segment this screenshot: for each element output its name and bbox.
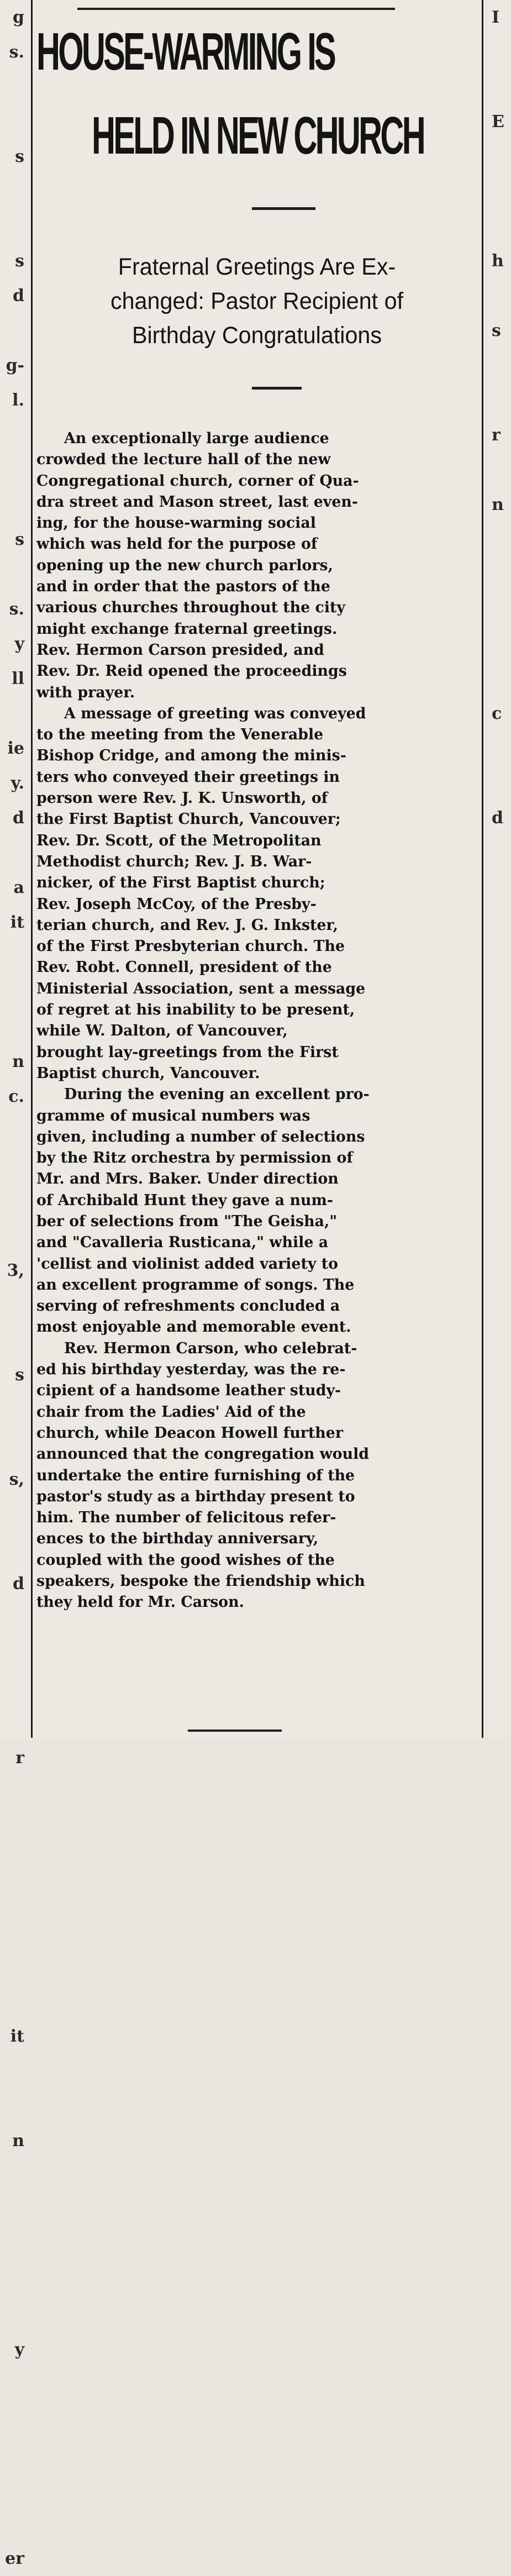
right-fragment-31: [492, 1079, 511, 1114]
left-fragment-44: [0, 1532, 24, 1566]
right-fragment-30: [492, 1044, 511, 1079]
headline-line-1: HOUSE-WARMING IS: [36, 22, 334, 81]
left-fragment-18: y: [14, 634, 24, 654]
left-fragment-5: [0, 174, 24, 209]
left-fragment-33: [0, 1149, 24, 1184]
right-fragment-19: [492, 661, 511, 696]
left-fragment-20: [0, 696, 24, 731]
left-fragment-52: [0, 1810, 24, 1845]
right-fragment-34: [492, 1184, 511, 1218]
left-fragment-49: [0, 1706, 24, 1741]
left-fragment-56: [0, 1949, 24, 1984]
paragraph-2: A message of greeting was conveyed to the meeting from the Venerable Bishop Cridge, and among the minis- ters who conveyed their greetings in person were Rev. J. K. Unsworth, of the First Baptist Church, Vancouver; Rev. Dr. Scott, of the Metropolitan Methodist church; Rev. J. B. War- nicker, of the First Baptist church; Rev. Joseph McCoy, of the Presby- terian church, and Rev. J. G. Inkster, of the First Presbyterian church. The Rev. Robt. Connell, president of the Ministerial Association, sent a message of regret at his inability to be present, while W. Dalton, of Vancouver, brought lay-greetings from the First Baptist church, Vancouver.: [36, 705, 366, 1082]
left-fragment-34: [0, 1184, 24, 1218]
right-fragment-8: [492, 278, 511, 313]
right-fragment-18: [492, 627, 511, 661]
left-fragment-39: s: [15, 1365, 24, 1385]
right-fragment-2: [492, 70, 511, 104]
right-fragment-20: c: [492, 704, 502, 723]
left-fragment-36: 3,: [7, 1261, 24, 1280]
right-fragment-15: [492, 522, 511, 557]
subheadline-divider: [252, 387, 302, 390]
left-fragment-51: [0, 1775, 24, 1810]
right-fragment-5: [492, 174, 511, 209]
right-fragment-7: h: [492, 251, 504, 271]
right-fragment-40: [492, 1392, 511, 1427]
left-fragment-25: a: [13, 878, 24, 897]
right-fragment-33: [492, 1149, 511, 1184]
left-fragment-30: n: [12, 1052, 24, 1071]
paragraph-3: During the evening an excellent pro- gramme of musical numbers was given, including a number of selections by the Ritz orchestra by permission of Mr. and Mrs. Baker. Under direction of Archibald Hunt they gave a num- ber of selections from "The Geisha," and "Cavalleria Rusticana," while a 'cellist and violinist added variety to an excellent programme of songs. The serving of refreshments concluded a most enjoyable and memorable event.: [36, 1086, 370, 1336]
left-fragment-42: s,: [9, 1470, 24, 1489]
right-fragment-43: [492, 1497, 511, 1532]
left-fragment-22: y.: [10, 774, 24, 793]
left-fragment-62: [0, 2158, 24, 2193]
left-fragment-35: [0, 1218, 24, 1253]
left-fragment-73: er: [5, 2549, 24, 2568]
left-fragment-24: [0, 835, 24, 870]
left-fragment-7: s: [15, 251, 24, 271]
bottom-rule: [188, 1729, 282, 1732]
right-fragment-10: [492, 348, 511, 383]
left-fragment-2: [0, 70, 24, 104]
left-fragment-47: [0, 1636, 24, 1671]
left-fragment-21: ie: [7, 739, 24, 758]
left-fragment-27: [0, 940, 24, 975]
left-fragment-10: g-: [6, 356, 24, 375]
right-fragment-11: [492, 383, 511, 418]
left-fragment-60: [0, 2089, 24, 2123]
article-body: [36, 428, 477, 1613]
subheadline: Fraternal Greetings Are Ex- changed: Pastor Recipient of Birthday Congratulations: [110, 254, 404, 349]
right-fragment-50: [492, 1741, 511, 1775]
left-fragment-71: [0, 2472, 24, 2506]
left-fragment-15: s: [15, 530, 24, 549]
left-fragment-29: [0, 1010, 24, 1044]
left-fragment-68: [0, 2367, 24, 2402]
headline-divider: [252, 207, 315, 210]
right-fragment-9: s: [492, 321, 501, 340]
right-fragment-37: [492, 1288, 511, 1323]
left-fragment-0: g: [13, 8, 24, 27]
left-fragment-46: [0, 1601, 24, 1636]
left-fragment-1: s.: [9, 43, 24, 62]
right-fragment-26: [492, 905, 511, 940]
left-fragment-59: [0, 2054, 24, 2089]
right-fragment-44: [492, 1532, 511, 1566]
left-fragment-65: [0, 2263, 24, 2298]
right-fragment-0: I: [492, 8, 500, 27]
left-fragment-64: [0, 2228, 24, 2263]
left-fragment-43: [0, 1497, 24, 1532]
right-fragment-3: E: [492, 112, 504, 132]
left-fragment-53: [0, 1845, 24, 1880]
headline-line-2: HELD IN NEW CHURCH: [92, 106, 424, 165]
right-fragment-21: [492, 731, 511, 766]
right-fragment-23: d: [492, 808, 503, 828]
right-fragment-42: [492, 1462, 511, 1497]
left-fragment-55: [0, 1915, 24, 1949]
left-fragment-48: [0, 1671, 24, 1706]
right-fragment-45: [492, 1566, 511, 1601]
right-fragment-17: [492, 592, 511, 627]
left-fragment-54: [0, 1880, 24, 1915]
left-column-fragments: [0, 0, 24, 2568]
right-fragment-46: [492, 1601, 511, 1636]
paragraph-4: Rev. Hermon Carson, who celebrat- ed his birthday yesterday, was the re- cipient of a handsome leather study- chair from the Ladies' Aid of the church, while Deacon Howell further announced that the congregation would undertake the entire furnishing of the pastor's study as a birthday present to him. The number of felicitous refer- ences to the birthday anniversary, coupled with the good wishes of the speakers, bespoke the friendship which they held for Mr. Carson.: [36, 1339, 370, 1611]
right-fragment-48: [492, 1671, 511, 1706]
right-fragment-29: [492, 1010, 511, 1044]
left-fragment-4: s: [15, 147, 24, 166]
top-rule: [77, 8, 395, 10]
left-fragment-37: [0, 1288, 24, 1323]
left-fragment-58: it: [10, 2027, 24, 2046]
left-fragment-67: y: [14, 2340, 24, 2359]
left-fragment-32: [0, 1114, 24, 1149]
right-fragment-6: [492, 209, 511, 244]
right-column-rule: [482, 0, 483, 1738]
left-fragment-17: s.: [9, 600, 24, 619]
right-fragment-32: [492, 1114, 511, 1149]
left-fragment-11: l.: [12, 391, 24, 410]
left-fragment-13: [0, 453, 24, 487]
left-column-rule: [31, 0, 33, 1738]
left-fragment-16: [0, 557, 24, 592]
left-fragment-66: [0, 2298, 24, 2332]
right-fragment-36: [492, 1253, 511, 1288]
right-fragment-49: [492, 1706, 511, 1741]
right-fragment-25: [492, 870, 511, 905]
right-fragment-13: [492, 453, 511, 487]
left-fragment-6: [0, 209, 24, 244]
right-fragment-47: [492, 1636, 511, 1671]
right-fragment-1: [492, 35, 511, 70]
left-fragment-63: [0, 2193, 24, 2228]
left-fragment-28: [0, 975, 24, 1010]
left-fragment-45: d: [13, 1574, 24, 1594]
right-fragment-16: [492, 557, 511, 592]
left-fragment-61: n: [12, 2131, 24, 2151]
right-fragment-35: [492, 1218, 511, 1253]
left-fragment-50: r: [15, 1748, 24, 1768]
left-fragment-72: [0, 2506, 24, 2541]
left-fragment-57: [0, 1984, 24, 2019]
left-fragment-19: ll: [12, 669, 24, 688]
right-fragment-28: [492, 975, 511, 1010]
paragraph-1: An exceptionally large audience crowded the lecture hall of the new Congregational church, corner of Qua- dra street and Mason street, last even- ing, for the house-warming social which was held for the purpose of opening up the new church parlors, and in order that the pastors of the various churches throughout the city might exchange fraternal greetings. Rev. Hermon Carson presided, and Rev. Dr. Reid opened the proceedings with prayer.: [36, 430, 359, 701]
right-fragment-41: [492, 1427, 511, 1462]
right-fragment-38: [492, 1323, 511, 1358]
left-fragment-8: d: [13, 286, 24, 306]
right-fragment-27: [492, 940, 511, 975]
right-fragment-39: [492, 1358, 511, 1392]
right-fragment-4: [492, 139, 511, 174]
left-fragment-40: [0, 1392, 24, 1427]
left-fragment-12: [0, 418, 24, 453]
left-fragment-70: [0, 2437, 24, 2472]
left-fragment-26: it: [10, 913, 24, 932]
right-fragment-24: [492, 835, 511, 870]
right-fragment-12: r: [492, 425, 501, 445]
left-fragment-31: c.: [8, 1087, 24, 1106]
left-fragment-69: [0, 2402, 24, 2437]
right-fragment-14: n: [492, 495, 504, 514]
left-fragment-23: d: [13, 808, 24, 828]
left-fragment-41: [0, 1427, 24, 1462]
left-fragment-38: [0, 1323, 24, 1358]
left-fragment-3: [0, 104, 24, 139]
left-fragment-14: [0, 487, 24, 522]
right-fragment-22: [492, 766, 511, 801]
left-fragment-9: [0, 313, 24, 348]
right-column-fragments: [492, 0, 511, 1738]
